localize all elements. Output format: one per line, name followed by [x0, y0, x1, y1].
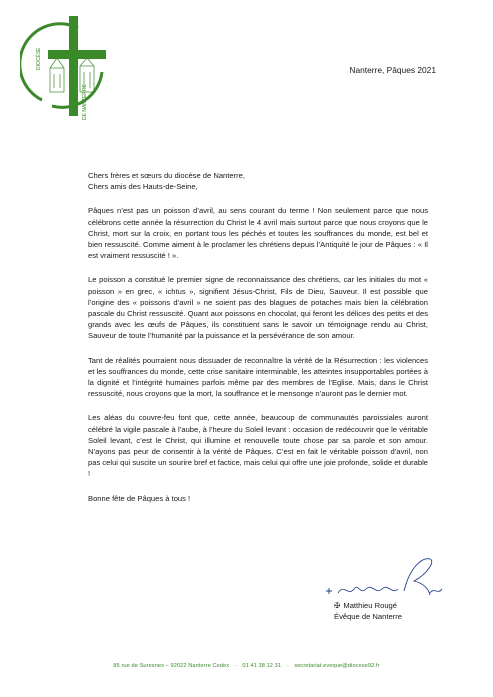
footer-separator: –: [234, 663, 238, 669]
diocese-logo: [20, 12, 110, 120]
footer: [0, 663, 493, 669]
handwritten-signature: [318, 553, 448, 599]
closing: Bonne fête de Pâques à tous !: [88, 493, 191, 503]
footer-address: 85 rue de Suresnes – 92022 Nanterre Cedex: [113, 663, 230, 669]
logo-text-bottom: DE NANTERRE: [82, 84, 88, 120]
paragraph: Les aléas du couvre-feu font que, cette année, beaucoup de communautés paroissiales auront célébré la vigile pascale à l’aube, à l’heure du Soleil levant : occasion de redécouvrir que le véritable Soleil levant, c’est le Christ, qui illumine et renouvelle toute chose par sa parole et son amour. N’ayons pas peur de consentir à la vérité de Pâques. C’est en fait le véritable poisson d’avril, non pas celui qui suscite un sourire bref et factice, mais celui qui offre une joie profonde, solide et durable !: [88, 413, 428, 479]
signer-name-line: [334, 600, 402, 611]
paragraph: Tant de réalités pourraient nous dissuader de reconnaître la vérité de la Résurrection : les violences et les souffrances du monde, cette crise sanitaire interminable, les atteintes insupportables portées à la dignité et l’intégrité humaines parfois même par des membres de l’Eglise. Mais, dans le Christ ressuscité, nous croyons que la mort, la souffrance et le mensonge n’auront pas le dernier mot.: [88, 355, 428, 399]
signature-block: [318, 553, 448, 638]
salutation: [88, 170, 428, 192]
episcopal-cross-icon: ✠: [334, 601, 341, 610]
footer-email: secretariat.eveque@diocese92.fr: [294, 663, 380, 669]
salutation-line: Chers frères et sœurs du diocèse de Nanterre,: [88, 171, 246, 180]
salutation-line: Chers amis des Hauts-de-Seine,: [88, 182, 198, 192]
signer-name: Matthieu Rougé: [343, 601, 397, 610]
paragraph: Le poisson a constitué le premier signe de reconnaissance des chrétiens, car les initiales du mot « poisson » en grec, « ichtus », signifient Jésus-Christ, Fils de Dieu, Sauveur. Il est possible que l’origine des « poissons d’avril » ne soient pas des blagues de potaches mais bien la célébration pascale du Christ ressuscité. Quant aux poissons en chocolat, qui feront les délices des petits et des grands avec les œufs de Pâques, ils constituent sans le savoir un témoignage rendu au Christ, Sauveur de toute l’humanité par la puissance et la persévérance de son amour.: [88, 275, 428, 341]
signer: [334, 600, 402, 622]
place-date: Nanterre, Pâques 2021: [349, 65, 436, 75]
letter-body: [88, 170, 428, 517]
footer-phone: 01 41 38 12 31: [242, 663, 282, 669]
logo-text-top: DIOCÈSE: [36, 47, 42, 70]
signer-title: Évêque de Nanterre: [334, 612, 402, 621]
footer-separator: –: [286, 663, 290, 669]
paragraph: Pâques n’est pas un poisson d’avril, au sens courant du terme ! Non seulement parce que nous célébrons cette année la résurrection du Christ le 4 avril mais surtout parce que nous croyons que le Christ, mort sur la croix, en portant tous les péchés et toutes les souffrances du monde, est bel et bien ressuscité. Comme aiment à le proclamer les chrétiens depuis l’Antiquité le jour de Pâques : « Il est vraiment ressuscité ! ».: [88, 206, 428, 261]
